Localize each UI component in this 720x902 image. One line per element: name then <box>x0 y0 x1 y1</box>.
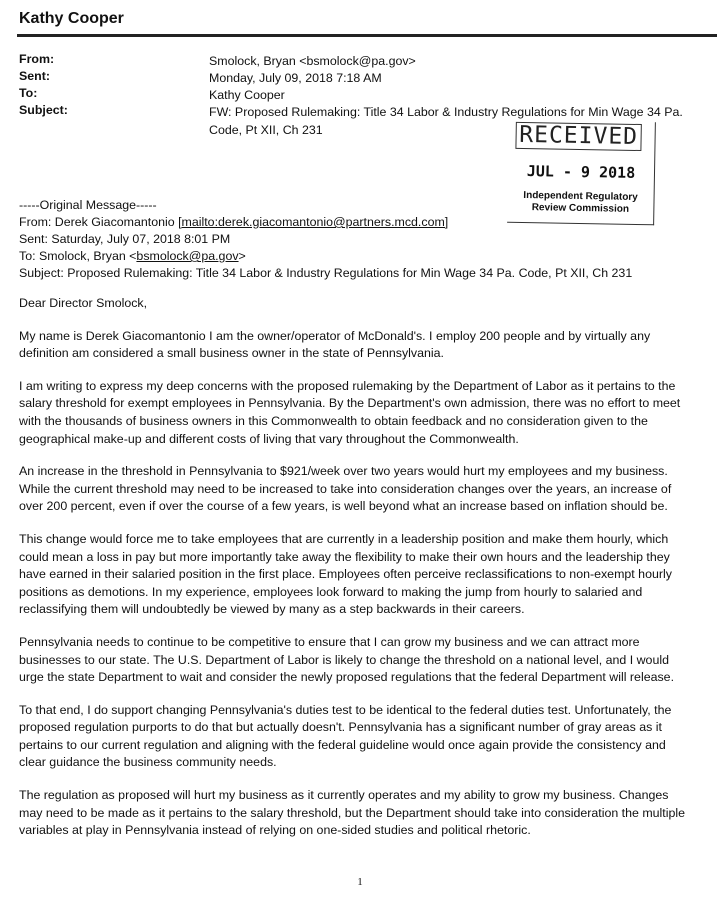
original-from <box>19 214 679 231</box>
from-value: Smolock, Bryan <bsmolock@pa.gov> <box>209 54 416 68</box>
paragraph-3: An increase in the threshold in Pennsylvania to $921/week over two years would hurt my employees and my business. While the current threshold may need to be increased to take into consideration changes over the years, an increase of over 200 percent, even if over the course of a few years, is well beyond what an increase based on inflation should be. <box>19 464 672 514</box>
subject-label: Subject: <box>19 103 68 117</box>
original-from-mailto-link[interactable]: [mailto:derek.giacomantonio@partners.mcd.com] <box>178 215 449 229</box>
sent-label: Sent: <box>19 69 50 83</box>
received-stamp-text: RECEIVED <box>515 122 641 151</box>
paragraph-5: Pennsylvania needs to continue to be competitive to ensure that I can grow my business and we can attract more businesses to our state. The U.S. Department of Labor is likely to change the threshold on a national level, and I would urge the state Department to wait and consider the newly proposed regulations that the federal Department will release. <box>19 634 675 685</box>
document-title: Kathy Cooper <box>19 10 124 27</box>
original-to-suffix: > <box>238 249 246 263</box>
to-value: Kathy Cooper <box>209 88 285 102</box>
original-to-prefix: To: Smolock, Bryan < <box>19 249 137 263</box>
original-to <box>19 248 679 265</box>
original-to-email-link[interactable]: bsmolock@pa.gov <box>136 249 239 263</box>
original-message-marker: -----Original Message----- <box>19 198 157 212</box>
title-rule <box>17 34 717 37</box>
original-sent: Sent: Saturday, July 07, 2018 8:01 PM <box>19 232 231 246</box>
greeting: Dear Director Smolock, <box>19 296 148 310</box>
subject-value: FW: Proposed Rulemaking: Title 34 Labor & Industry Regulations for Min Wage 34 Pa. Code, Pt XII, Ch 231 <box>209 105 683 137</box>
paragraph-1: My name is Derek Giacomantonio I am the owner/operator of McDonald's. I employ 200 people and by virtually any definition am considered a small business owner in the state of Pennsylvania. <box>19 328 651 361</box>
from-label: From: <box>19 52 55 66</box>
paragraph-2: I am writing to express my deep concerns with the proposed rulemaking by the Department of Labor as it pertains to the salary threshold for exempt employees in Pennsylvania. By the Department's own admission, there was no effort to meet with the thousands of business owners in this Commonwealth to obtain feedback and no consideration given to the geographical make-up and different costs of living that vary throughout the Commonwealth. <box>19 378 681 446</box>
sent-value: Monday, July 09, 2018 7:18 AM <box>209 71 382 85</box>
page-number: 1 <box>357 876 363 888</box>
received-stamp-org-line1: Independent Regulatory <box>523 189 638 203</box>
original-from-prefix: From: Derek Giacomantonio <box>19 215 179 229</box>
to-label: To: <box>19 86 38 100</box>
paragraph-7: The regulation as proposed will hurt my business as it currently operates and my ability to grow my business. Changes may need to be made as it pertains to the salary threshold, but the Department should take into consideration the multiple variables at play in Pennsylvania instead of relying on one-sided studies and political rhetoric. <box>19 788 686 838</box>
received-stamp-org-line2: Review Commission <box>531 202 630 215</box>
original-subject: Subject: Proposed Rulemaking: Title 34 Labor & Industry Regulations for Min Wage 34 Pa. Code, Pt XII, Ch 231 <box>19 266 633 280</box>
letter-body <box>19 295 689 855</box>
paragraph-4: This change would force me to take employees that are currently in a leadership position and make them hourly, which could mean a loss in pay but more importantly take away the flexibility to make their own hours and the leadership they have earned in their salaried position in the first place. Employees often perceive reclassifications to non-exempt hourly positions as demotions. In my experience, employees look forward to making the jump from hourly to salaried and reclassifying them will undoubtedly be viewed by many as a step backwards in their careers. <box>19 531 672 617</box>
paragraph-6: To that end, I do support changing Pennsylvania's duties test to be identical to the federal duties test. Unfortunately, the proposed regulation purports to do that but actually doesn't. Pennsylvania has a significant number of gray areas as it pertains to our current regulation and aligning with the federal guideline would once again provide the consistency and clear guidance the business community needs. <box>19 702 672 770</box>
original-message-header <box>19 197 679 282</box>
received-stamp-date: JUL - 9 2018 <box>526 162 636 182</box>
